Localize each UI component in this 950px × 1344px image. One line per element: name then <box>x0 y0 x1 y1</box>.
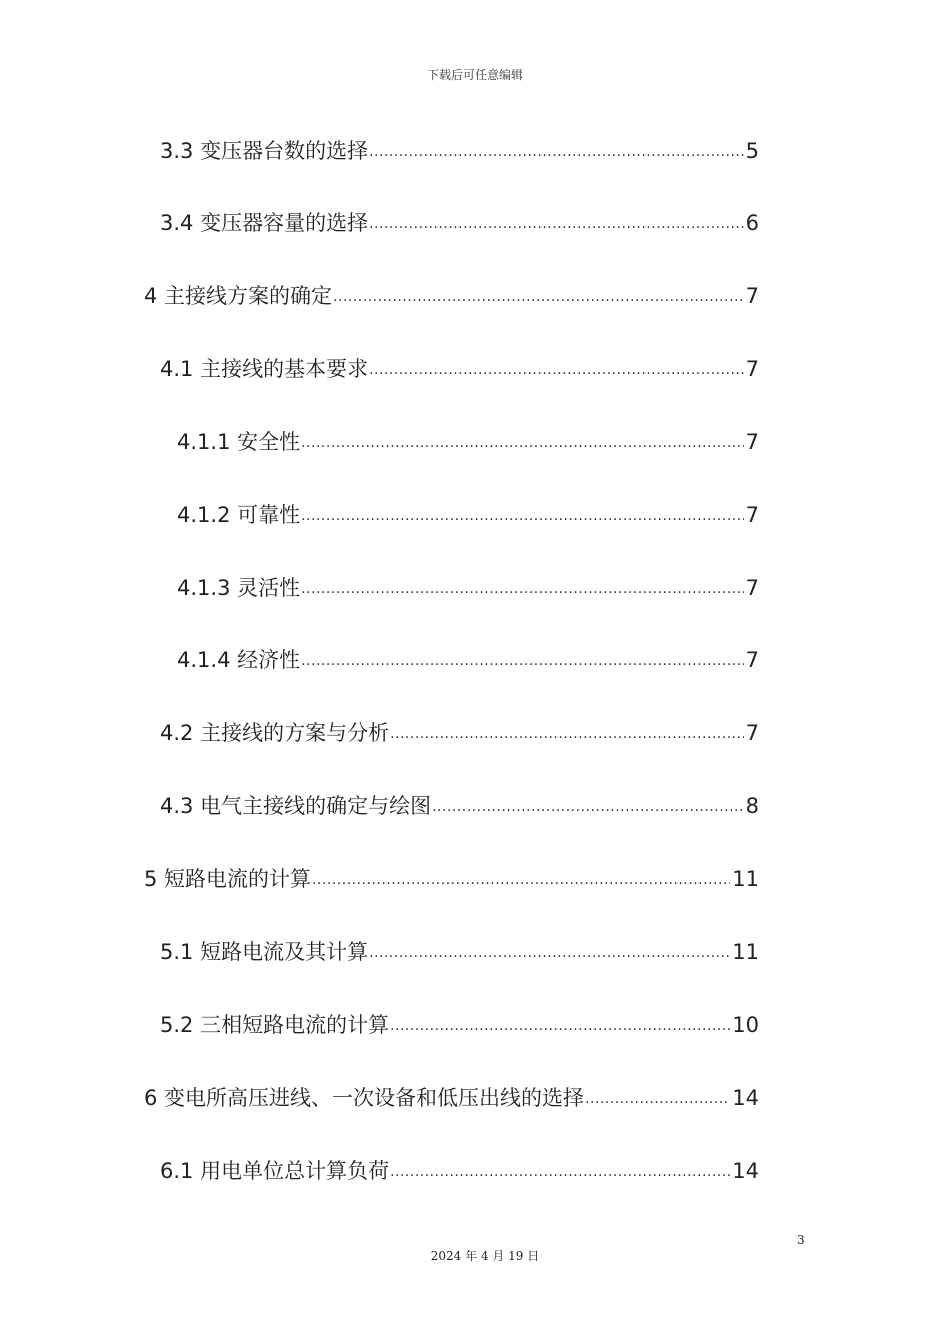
toc-entry-title: 4.2 主接线的方案与分析 <box>160 721 390 745</box>
toc-dot-leader <box>369 213 744 235</box>
toc-entry-6[interactable] <box>144 1083 759 1113</box>
toc-dot-leader <box>390 1161 730 1183</box>
toc-dot-leader <box>390 723 744 745</box>
toc-dot-leader <box>301 505 744 527</box>
toc-dot-leader <box>369 141 744 163</box>
toc-entry-title: 4.3 电气主接线的确定与绘图 <box>160 794 432 818</box>
page-header: 下载后可任意编辑 <box>426 68 523 82</box>
page-number: 3 <box>797 1233 805 1247</box>
toc-entry-5[interactable] <box>144 864 759 894</box>
toc-entry-4-1[interactable] <box>160 354 759 384</box>
toc-entry-title: 3.4 变压器容量的选择 <box>160 211 369 235</box>
toc-dot-leader <box>390 1015 730 1037</box>
toc-entry-page: 7 <box>745 284 759 308</box>
toc-entry-page: 11 <box>732 867 759 891</box>
toc-entry-4-1-4[interactable] <box>177 645 759 675</box>
toc-entry-title: 4.1.3 灵活性 <box>177 576 301 600</box>
toc-entry-page: 11 <box>732 940 759 964</box>
toc-dot-leader <box>301 432 744 454</box>
toc-entry-page: 6 <box>745 211 759 235</box>
toc-entry-title: 4.1.2 可靠性 <box>177 503 301 527</box>
toc-entry-title: 4.1.1 安全性 <box>177 430 301 454</box>
toc-entry-page: 5 <box>745 139 759 163</box>
toc-dot-leader <box>301 578 744 600</box>
toc-entry-page: 7 <box>745 503 759 527</box>
toc-entry-6-1[interactable] <box>160 1156 759 1186</box>
toc-entry-5-1[interactable] <box>160 937 759 967</box>
toc-entry-title: 5.2 三相短路电流的计算 <box>160 1013 390 1037</box>
toc-dot-leader <box>585 1088 730 1110</box>
toc-dot-leader <box>432 796 744 818</box>
toc-dot-leader <box>301 650 744 672</box>
toc-dot-leader <box>333 286 744 308</box>
toc-entry-page: 7 <box>745 721 759 745</box>
toc-entry-4-2[interactable] <box>160 718 759 748</box>
toc-entry-4-1-1[interactable] <box>177 427 759 457</box>
toc-entry-title: 5 短路电流的计算 <box>144 867 312 891</box>
toc-entry-page: 7 <box>745 430 759 454</box>
toc-entry-title: 6.1 用电单位总计算负荷 <box>160 1159 390 1183</box>
toc-entry-title: 3.3 变压器台数的选择 <box>160 139 369 163</box>
toc-entry-page: 7 <box>745 357 759 381</box>
toc-entry-4-1-2[interactable] <box>177 500 759 530</box>
toc-entry-title: 4.1 主接线的基本要求 <box>160 357 369 381</box>
toc-dot-leader <box>369 359 744 381</box>
toc-entry-4[interactable] <box>144 281 759 311</box>
toc-entry-4-1-3[interactable] <box>177 573 759 603</box>
toc-entry-4-3[interactable] <box>160 791 759 821</box>
toc-dot-leader <box>312 869 730 891</box>
toc-entry-page: 14 <box>732 1159 759 1183</box>
toc-entry-5-2[interactable] <box>160 1010 759 1040</box>
toc-entry-3-3[interactable] <box>160 136 759 166</box>
toc-entry-title: 4.1.4 经济性 <box>177 648 301 672</box>
toc-entry-page: 8 <box>745 794 759 818</box>
toc-entry-title: 6 变电所高压进线、一次设备和低压出线的选择 <box>144 1086 585 1110</box>
toc-entry-page: 10 <box>732 1013 759 1037</box>
toc-entry-page: 7 <box>745 576 759 600</box>
footer-date: 2024 年 4 月 19 日 <box>430 1249 540 1263</box>
toc-entry-title: 5.1 短路电流及其计算 <box>160 940 369 964</box>
toc-entry-3-4[interactable] <box>160 208 759 238</box>
toc-dot-leader <box>369 942 730 964</box>
toc-entry-page: 7 <box>745 648 759 672</box>
toc-entry-page: 14 <box>732 1086 759 1110</box>
toc-entry-title: 4 主接线方案的确定 <box>144 284 333 308</box>
